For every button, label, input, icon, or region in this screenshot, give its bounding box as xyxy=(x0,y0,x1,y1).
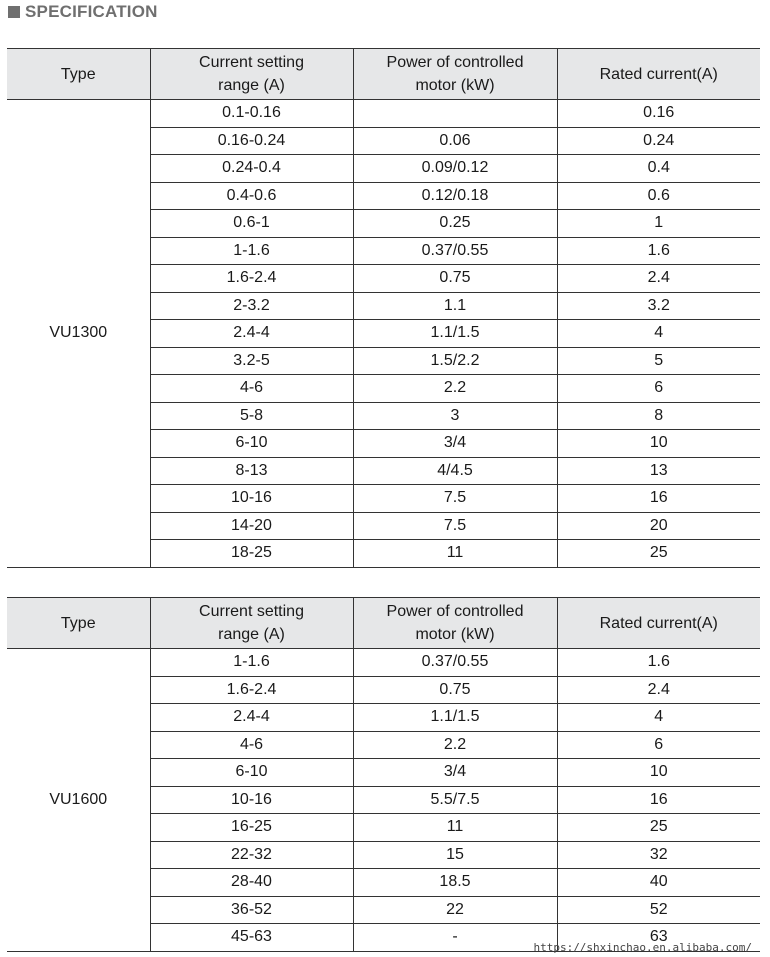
current-range-cell: 28-40 xyxy=(150,869,353,897)
current-range-cell: 2.4-4 xyxy=(150,320,353,348)
rated-current-cell: 25 xyxy=(557,540,760,568)
motor-power-cell: 1.5/2.2 xyxy=(353,347,557,375)
motor-power-cell: 5.5/7.5 xyxy=(353,786,557,814)
rated-current-cell: 1.6 xyxy=(557,237,760,265)
current-range-cell: 14-20 xyxy=(150,512,353,540)
motor-power-cell: 0.12/0.18 xyxy=(353,182,557,210)
rated-current-cell: 3.2 xyxy=(557,292,760,320)
rated-current-cell: 2.4 xyxy=(557,265,760,293)
current-range-cell: 4-6 xyxy=(150,375,353,403)
current-range-cell: 0.4-0.6 xyxy=(150,182,353,210)
header-rated-current: Rated current(A) xyxy=(557,49,760,100)
motor-power-cell: 0.75 xyxy=(353,265,557,293)
header-current-range-line1: Current setting xyxy=(199,603,304,620)
motor-power-cell: 1.1 xyxy=(353,292,557,320)
rated-current-cell: 0.16 xyxy=(557,100,760,128)
current-range-cell: 2-3.2 xyxy=(150,292,353,320)
header-rated-current: Rated current(A) xyxy=(557,598,760,649)
square-bullet-icon xyxy=(8,6,20,18)
type-cell: VU1600 xyxy=(7,649,150,952)
rated-current-cell: 20 xyxy=(557,512,760,540)
motor-power-cell: 2.2 xyxy=(353,375,557,403)
rated-current-cell: 10 xyxy=(557,759,760,787)
header-current-range xyxy=(150,598,353,649)
header-motor-power-line2: motor (kW) xyxy=(415,626,495,643)
rated-current-cell: 13 xyxy=(557,457,760,485)
rated-current-cell: 40 xyxy=(557,869,760,897)
motor-power-cell: 0.37/0.55 xyxy=(353,237,557,265)
current-range-cell: 36-52 xyxy=(150,896,353,924)
current-range-cell: 6-10 xyxy=(150,430,353,458)
motor-power-cell: 11 xyxy=(353,540,557,568)
motor-power-cell xyxy=(353,100,557,128)
rated-current-cell: 52 xyxy=(557,896,760,924)
motor-power-cell: 22 xyxy=(353,896,557,924)
motor-power-cell: 0.37/0.55 xyxy=(353,649,557,677)
current-range-cell: 10-16 xyxy=(150,786,353,814)
rated-current-cell: 0.4 xyxy=(557,155,760,183)
motor-power-cell: 2.2 xyxy=(353,731,557,759)
current-range-cell: 0.24-0.4 xyxy=(150,155,353,183)
section-heading-text: SPECIFICATION xyxy=(25,2,158,21)
current-range-cell: 0.16-0.24 xyxy=(150,127,353,155)
rated-current-cell: 6 xyxy=(557,731,760,759)
table-row xyxy=(7,649,760,677)
motor-power-cell: 7.5 xyxy=(353,512,557,540)
section-heading xyxy=(8,1,158,23)
current-range-cell: 18-25 xyxy=(150,540,353,568)
current-range-cell: 1-1.6 xyxy=(150,649,353,677)
rated-current-cell: 1.6 xyxy=(557,649,760,677)
rated-current-cell: 5 xyxy=(557,347,760,375)
rated-current-cell: 4 xyxy=(557,320,760,348)
rated-current-cell: 1 xyxy=(557,210,760,238)
rated-current-cell: 8 xyxy=(557,402,760,430)
header-type: Type xyxy=(7,49,150,100)
motor-power-cell: 0.09/0.12 xyxy=(353,155,557,183)
current-range-cell: 16-25 xyxy=(150,814,353,842)
header-motor-power xyxy=(353,49,557,100)
motor-power-cell: 3/4 xyxy=(353,759,557,787)
motor-power-cell: 4/4.5 xyxy=(353,457,557,485)
current-range-cell: 1-1.6 xyxy=(150,237,353,265)
rated-current-cell: 2.4 xyxy=(557,676,760,704)
current-range-cell: 0.1-0.16 xyxy=(150,100,353,128)
motor-power-cell: 0.06 xyxy=(353,127,557,155)
rated-current-cell: 0.6 xyxy=(557,182,760,210)
current-range-cell: 5-8 xyxy=(150,402,353,430)
motor-power-cell: 18.5 xyxy=(353,869,557,897)
header-motor-power-line1: Power of controlled xyxy=(386,54,524,71)
rated-current-cell: 16 xyxy=(557,485,760,513)
type-cell: VU1300 xyxy=(7,100,150,568)
current-range-cell: 45-63 xyxy=(150,924,353,952)
motor-power-cell: 15 xyxy=(353,841,557,869)
current-range-cell: 1.6-2.4 xyxy=(150,265,353,293)
rated-current-cell: 4 xyxy=(557,704,760,732)
rated-current-cell: 0.24 xyxy=(557,127,760,155)
watermark-url: https://shxinchao.en.alibaba.com/ xyxy=(533,941,752,954)
motor-power-cell: 3/4 xyxy=(353,430,557,458)
header-current-range-line2: range (A) xyxy=(218,626,285,643)
header-current-range-line1: Current setting xyxy=(199,54,304,71)
table-header-row xyxy=(7,598,760,649)
motor-power-cell: 1.1/1.5 xyxy=(353,704,557,732)
current-range-cell: 6-10 xyxy=(150,759,353,787)
motor-power-cell: - xyxy=(353,924,557,952)
current-range-cell: 3.2-5 xyxy=(150,347,353,375)
motor-power-cell: 7.5 xyxy=(353,485,557,513)
table-header-row xyxy=(7,49,760,100)
current-range-cell: 8-13 xyxy=(150,457,353,485)
current-range-cell: 22-32 xyxy=(150,841,353,869)
header-current-range xyxy=(150,49,353,100)
rated-current-cell: 25 xyxy=(557,814,760,842)
header-motor-power xyxy=(353,598,557,649)
motor-power-cell: 1.1/1.5 xyxy=(353,320,557,348)
header-motor-power-line1: Power of controlled xyxy=(386,603,524,620)
current-range-cell: 1.6-2.4 xyxy=(150,676,353,704)
header-current-range-line2: range (A) xyxy=(218,77,285,94)
current-range-cell: 4-6 xyxy=(150,731,353,759)
spec-table-vu1300 xyxy=(7,48,760,568)
table-row xyxy=(7,100,760,128)
motor-power-cell: 0.75 xyxy=(353,676,557,704)
motor-power-cell: 0.25 xyxy=(353,210,557,238)
header-motor-power-line2: motor (kW) xyxy=(415,77,495,94)
spec-table-vu1600 xyxy=(7,597,760,952)
current-range-cell: 2.4-4 xyxy=(150,704,353,732)
rated-current-cell: 6 xyxy=(557,375,760,403)
current-range-cell: 10-16 xyxy=(150,485,353,513)
motor-power-cell: 11 xyxy=(353,814,557,842)
rated-current-cell: 63 xyxy=(557,924,760,952)
header-type: Type xyxy=(7,598,150,649)
rated-current-cell: 16 xyxy=(557,786,760,814)
motor-power-cell: 3 xyxy=(353,402,557,430)
rated-current-cell: 10 xyxy=(557,430,760,458)
rated-current-cell: 32 xyxy=(557,841,760,869)
current-range-cell: 0.6-1 xyxy=(150,210,353,238)
